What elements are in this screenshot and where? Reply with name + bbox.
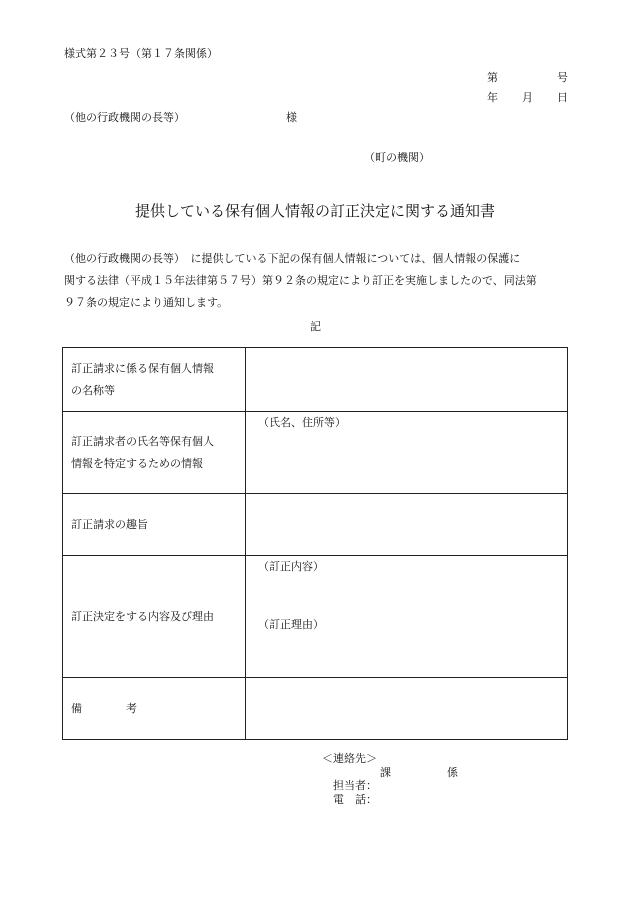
ki-label: 記 bbox=[310, 320, 321, 333]
contact-heading: ＜連絡先＞ bbox=[322, 752, 377, 765]
contact-section: 課 bbox=[380, 766, 391, 779]
correction-content-note: （訂正内容） bbox=[258, 560, 324, 573]
row-value-decision-reason bbox=[246, 556, 568, 678]
table-row bbox=[63, 412, 568, 494]
date-month: 月 bbox=[522, 91, 533, 104]
row-label-requester-info: 訂正請求者の氏名等保有個人 情報を特定するための情報 bbox=[63, 412, 246, 494]
contact-person: 担当者： bbox=[333, 779, 377, 792]
contact-phone: 電 話： bbox=[333, 793, 377, 806]
addressee-honorific: 様 bbox=[286, 111, 297, 124]
document-number-prefix: 第 bbox=[487, 71, 498, 84]
row-label-request-purpose: 訂正請求の趣旨 bbox=[63, 494, 246, 556]
body-line-3: ９７条の規定により通知します。 bbox=[64, 296, 229, 309]
date-year: 年 bbox=[487, 91, 498, 104]
correction-table bbox=[62, 347, 568, 740]
requester-note: （氏名、住所等） bbox=[258, 416, 346, 429]
row-label-decision-reason: 訂正決定をする内容及び理由 bbox=[63, 556, 246, 678]
form-number: 様式第２３号（第１７条関係） bbox=[64, 47, 218, 60]
sender-agency: （町の機関） bbox=[364, 151, 430, 164]
body-paragraph bbox=[64, 248, 568, 314]
table-row bbox=[63, 348, 568, 412]
table-row bbox=[63, 494, 568, 556]
body-line-1: （他の行政機関の長等） に提供している下記の保有個人情報については、個人情報の保護に bbox=[64, 252, 521, 265]
table-row bbox=[63, 556, 568, 678]
contact-subsection: 係 bbox=[447, 766, 458, 779]
row-value-request-purpose bbox=[246, 494, 568, 556]
row-label-info-name: 訂正請求に係る保有個人情報 の名称等 bbox=[63, 348, 246, 412]
addressee-name: （他の行政機関の長等） bbox=[64, 111, 185, 124]
table-row bbox=[63, 678, 568, 740]
row-value-info-name bbox=[246, 348, 568, 412]
row-value-remarks bbox=[246, 678, 568, 740]
document-number-suffix: 号 bbox=[557, 71, 568, 84]
date-day: 日 bbox=[557, 91, 568, 104]
row-value-requester-info bbox=[246, 412, 568, 494]
document-title: 提供している保有個人情報の訂正決定に関する通知書 bbox=[134, 202, 495, 220]
body-line-2: 関する法律（平成１５年法律第５７号）第９２条の規定により訂正を実施しましたので、同法第 bbox=[64, 274, 537, 287]
correction-reason-note: （訂正理由） bbox=[258, 618, 324, 631]
row-label-remarks: 備 考 bbox=[63, 678, 246, 740]
